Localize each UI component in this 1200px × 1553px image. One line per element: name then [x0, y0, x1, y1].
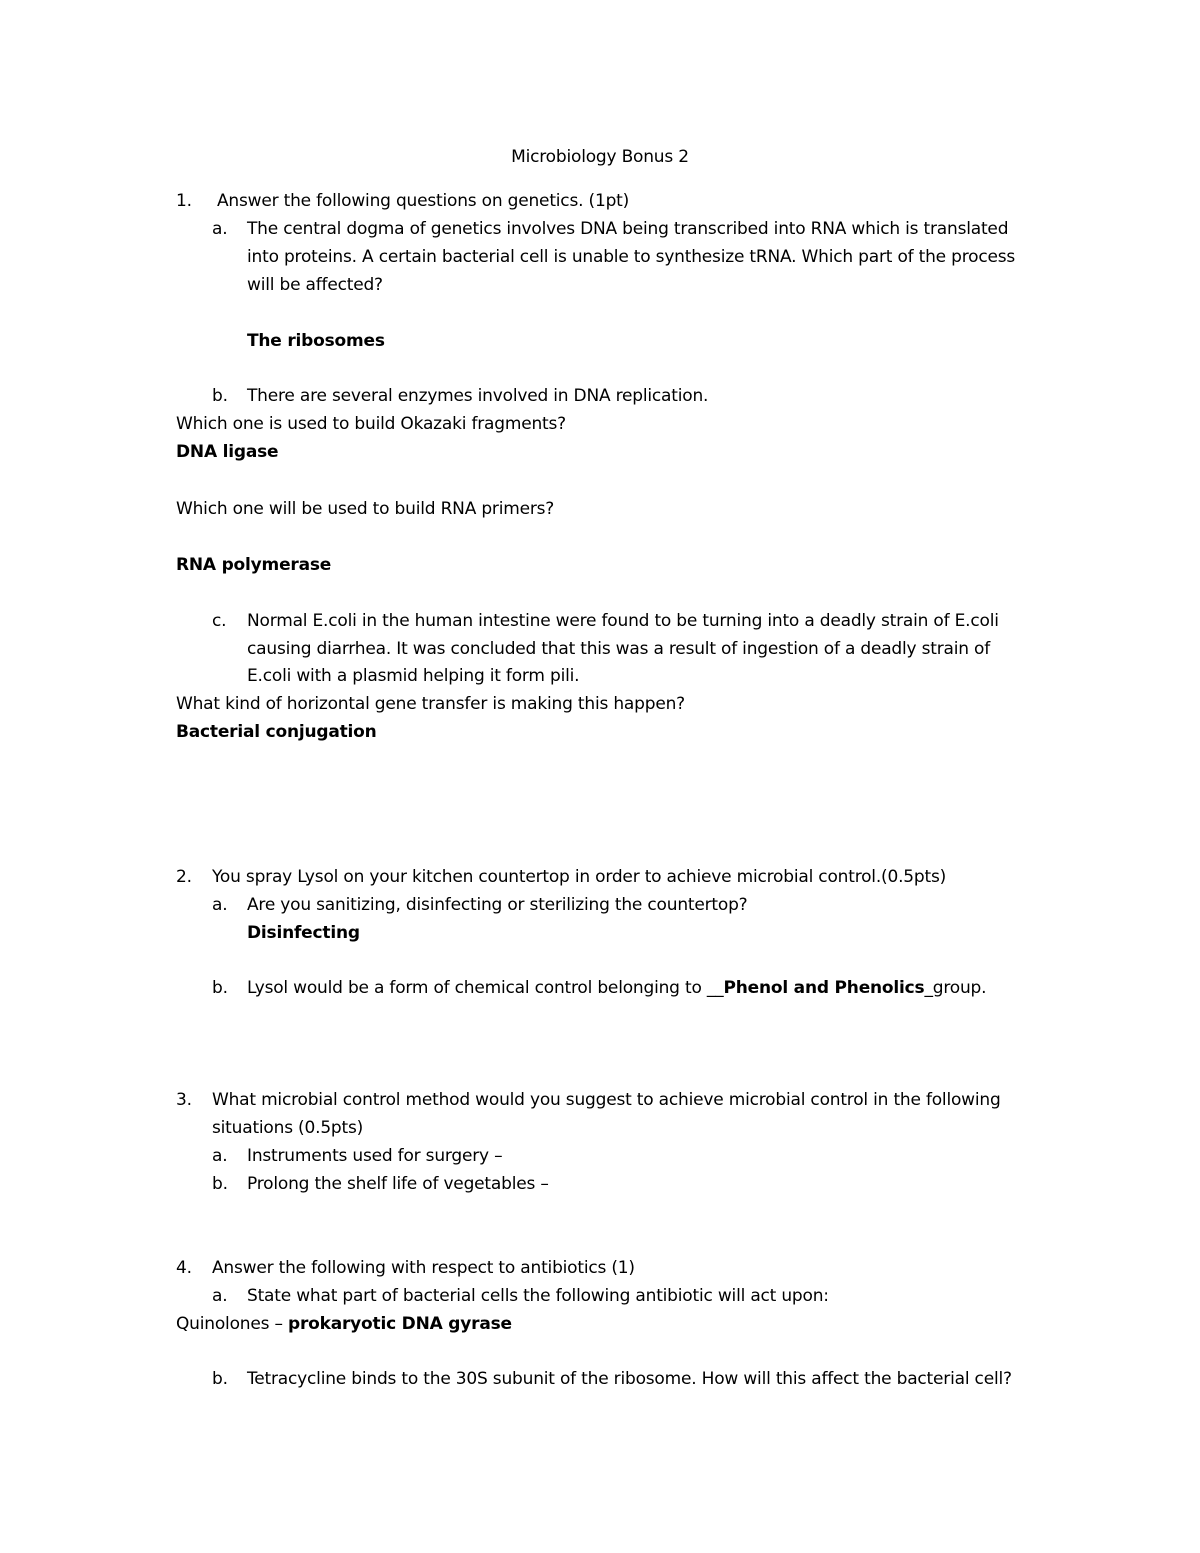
- q2a-answer: Disinfecting: [247, 923, 360, 943]
- q1c-answer: Bacterial conjugation: [176, 722, 377, 742]
- q1b-primers-answer: RNA polymerase: [176, 555, 332, 575]
- q3a-text: Instruments used for surgery –: [247, 1146, 503, 1166]
- q2a-label: a.: [212, 895, 228, 915]
- q1a-line-2: into proteins. A certain bacterial cell is unable to synthesize tRNA. Which part of the process: [247, 247, 1016, 267]
- q1c-line-2: causing diarrhea. It was concluded that this was a result of ingestion of a deadly strain of: [247, 639, 991, 659]
- q2b-prefix: Lysol would be a form of chemical control belonging to __: [247, 978, 724, 998]
- q1c-question: What kind of horizontal gene transfer is making this happen?: [176, 694, 685, 714]
- q4b-text: Tetracycline binds to the 30S subunit of the ribosome. How will this affect the bacterial cell?: [247, 1369, 1012, 1389]
- q1c-label: c.: [212, 611, 227, 631]
- question-3-number: 3.: [176, 1090, 192, 1110]
- q1b-okazaki-answer: DNA ligase: [176, 442, 279, 462]
- question-1-text: Answer the following questions on genetics. (1pt): [217, 191, 630, 211]
- question-3-line-1: What microbial control method would you suggest to achieve microbial control in the following: [212, 1090, 1001, 1110]
- q2b-suffix: _group.: [924, 978, 987, 998]
- question-4-text: Answer the following with respect to antibiotics (1): [212, 1258, 635, 1278]
- question-3-line-2: situations (0.5pts): [212, 1118, 364, 1138]
- q2a-text: Are you sanitizing, disinfecting or sterilizing the countertop?: [247, 895, 748, 915]
- q4a-answer-line: [176, 1313, 512, 1335]
- question-1-number: 1.: [176, 191, 192, 211]
- document-title: Microbiology Bonus 2: [511, 147, 689, 167]
- q1b-text: There are several enzymes involved in DNA replication.: [247, 386, 709, 406]
- q4a-text: State what part of bacterial cells the following antibiotic will act upon:: [247, 1286, 829, 1306]
- q3b-text: Prolong the shelf life of vegetables –: [247, 1174, 549, 1194]
- q1a-label: a.: [212, 219, 228, 239]
- q1b-okazaki-question: Which one is used to build Okazaki fragments?: [176, 414, 566, 434]
- question-2-number: 2.: [176, 867, 192, 887]
- q1c-line-3: E.coli with a plasmid helping it form pili.: [247, 666, 580, 686]
- question-2-text: You spray Lysol on your kitchen countertop in order to achieve microbial control.(0.5pts): [212, 867, 947, 887]
- q1a-answer: The ribosomes: [247, 331, 385, 351]
- q4a-drug: Quinolones –: [176, 1314, 288, 1334]
- q1c-line-1: Normal E.coli in the human intestine were found to be turning into a deadly strain of E.coli: [247, 611, 999, 631]
- q3a-label: a.: [212, 1146, 228, 1166]
- q1a-line-3: will be affected?: [247, 275, 383, 295]
- q4b-label: b.: [212, 1369, 228, 1389]
- q3b-label: b.: [212, 1174, 228, 1194]
- q2b-sentence: [247, 977, 986, 999]
- q1a-line-1: The central dogma of genetics involves DNA being transcribed into RNA which is translated: [247, 219, 1009, 239]
- question-4-number: 4.: [176, 1258, 192, 1278]
- q2b-label: b.: [212, 978, 228, 998]
- q1b-primers-question: Which one will be used to build RNA primers?: [176, 499, 555, 519]
- q1b-label: b.: [212, 386, 228, 406]
- q4a-answer: prokaryotic DNA gyrase: [287, 1314, 512, 1334]
- q4a-label: a.: [212, 1286, 228, 1306]
- q2b-answer: Phenol and Phenolics: [723, 978, 925, 998]
